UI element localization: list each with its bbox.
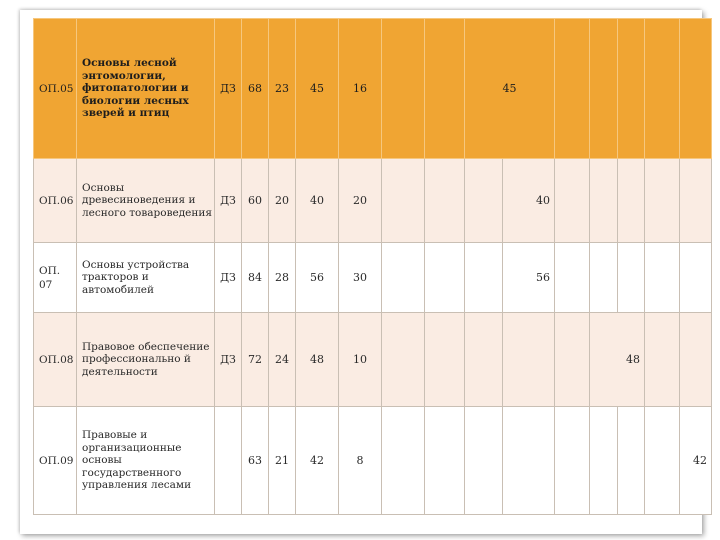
assessment-form: ДЗ (215, 243, 242, 313)
empty-cell (680, 159, 712, 243)
empty-cell (465, 243, 503, 313)
empty-cell (382, 243, 425, 313)
self-study: 24 (269, 313, 296, 407)
empty-cell (645, 19, 680, 159)
total-hours: 42 (296, 407, 339, 515)
empty-cell (555, 407, 590, 515)
lab-hours: 8 (339, 407, 382, 515)
lab-hours: 20 (339, 159, 382, 243)
empty-cell (425, 19, 465, 159)
empty-cell (555, 243, 590, 313)
empty-cell (465, 313, 503, 407)
self-study: 21 (269, 407, 296, 515)
empty-cell (382, 159, 425, 243)
empty-cell (425, 407, 465, 515)
lab-hours: 30 (339, 243, 382, 313)
max-load: 60 (242, 159, 269, 243)
empty-cell (555, 313, 590, 407)
semester-hours: 40 (503, 159, 555, 243)
empty-cell (555, 19, 590, 159)
empty-cell (645, 407, 680, 515)
discipline-name: Основы лесной энтомологии, фитопатологии и биологии лесных зверей и птиц (77, 19, 215, 159)
assessment-form: ДЗ (215, 313, 242, 407)
total-hours: 45 (296, 19, 339, 159)
self-study: 20 (269, 159, 296, 243)
empty-cell (680, 243, 712, 313)
self-study: 23 (269, 19, 296, 159)
table-row (34, 19, 712, 159)
lab-hours: 16 (339, 19, 382, 159)
empty-cell (590, 19, 618, 159)
empty-cell (618, 19, 645, 159)
empty-cell (465, 407, 503, 515)
table-row (34, 159, 712, 243)
total-hours: 40 (296, 159, 339, 243)
empty-cell (618, 407, 645, 515)
empty-cell (618, 243, 645, 313)
empty-cell (645, 159, 680, 243)
total-hours: 48 (296, 313, 339, 407)
discipline-name: Основы древесиноведения и лесного товароведения (77, 159, 215, 243)
discipline-code: ОП.05 (34, 19, 77, 159)
self-study: 28 (269, 243, 296, 313)
empty-cell (618, 159, 645, 243)
empty-cell (590, 243, 618, 313)
discipline-name: Правовые и организационные основы государственного управления лесами (77, 407, 215, 515)
semester-hours: 56 (503, 243, 555, 313)
empty-cell (680, 19, 712, 159)
max-load: 63 (242, 407, 269, 515)
table-row (34, 313, 712, 407)
empty-cell (382, 19, 425, 159)
discipline-name: Правовое обеспечение профессионально й деятельности (77, 313, 215, 407)
empty-cell (645, 313, 680, 407)
max-load: 72 (242, 313, 269, 407)
empty-cell (680, 313, 712, 407)
max-load: 84 (242, 243, 269, 313)
discipline-code: ОП.09 (34, 407, 77, 515)
empty-cell (503, 313, 555, 407)
empty-cell (555, 159, 590, 243)
discipline-code: ОП.08 (34, 313, 77, 407)
discipline-name: Основы устройства тракторов и автомобилей (77, 243, 215, 313)
empty-cell (382, 313, 425, 407)
assessment-form: ДЗ (215, 19, 242, 159)
empty-cell (465, 159, 503, 243)
discipline-code: ОП. 07 (34, 243, 77, 313)
assessment-form: ДЗ (215, 159, 242, 243)
empty-cell (503, 407, 555, 515)
empty-cell (590, 159, 618, 243)
discipline-code: ОП.06 (34, 159, 77, 243)
semester-hours: 45 (465, 19, 555, 159)
semester-hours: 42 (680, 407, 712, 515)
assessment-form (215, 407, 242, 515)
empty-cell (425, 313, 465, 407)
curriculum-table (33, 18, 712, 515)
table-row (34, 243, 712, 313)
semester-hours: 48 (590, 313, 645, 407)
max-load: 68 (242, 19, 269, 159)
empty-cell (382, 407, 425, 515)
empty-cell (590, 407, 618, 515)
lab-hours: 10 (339, 313, 382, 407)
empty-cell (645, 243, 680, 313)
empty-cell (425, 243, 465, 313)
total-hours: 56 (296, 243, 339, 313)
empty-cell (425, 159, 465, 243)
table-row (34, 407, 712, 515)
